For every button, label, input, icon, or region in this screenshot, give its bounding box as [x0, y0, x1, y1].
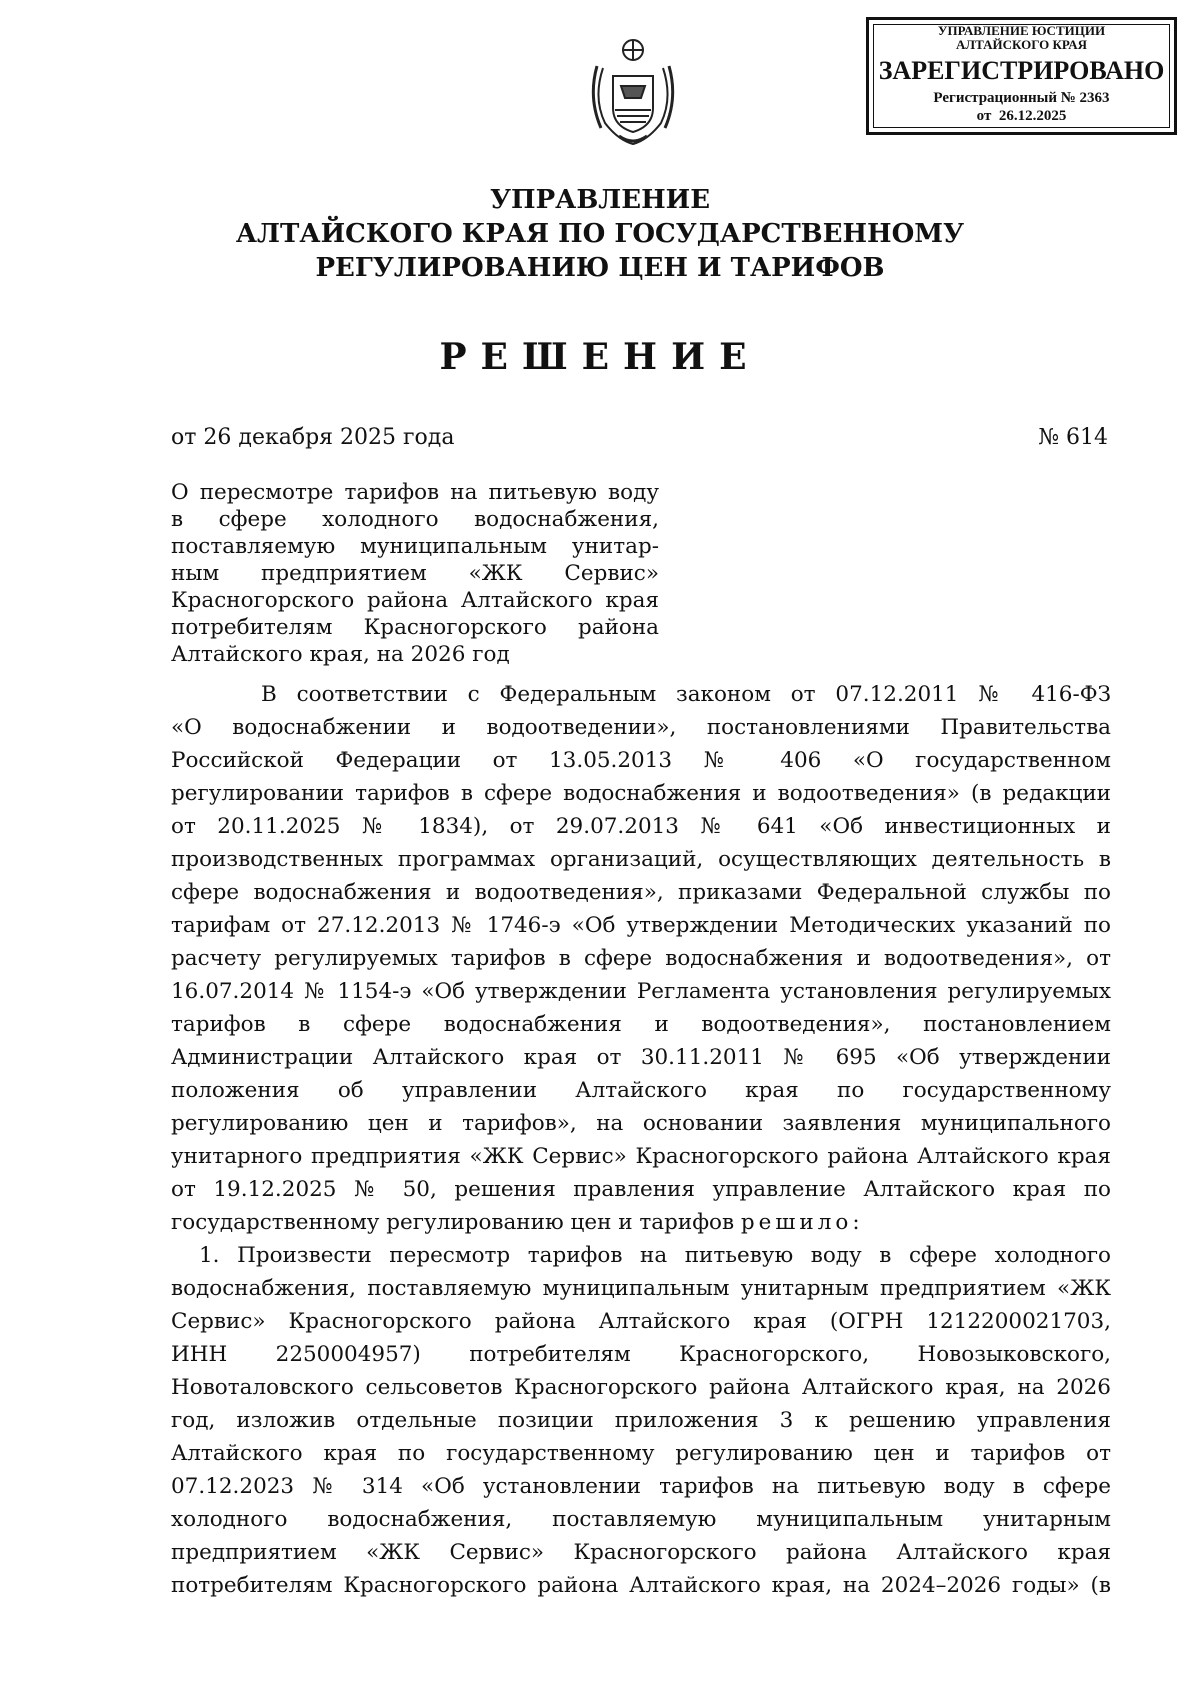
body-last-text: государственному регулированию цен и тарифов — [171, 1210, 741, 1235]
item1-line: потребителям Красногорского района Алтайского края, на 2024–2026 годы» (в — [171, 1573, 1111, 1598]
item1-line: 07.12.2023 № 314 «Об установлении тарифов на питьевую воду в сфере — [171, 1474, 1111, 1499]
body-line: В соответствии с Федеральным законом от 07.12.2011 № 416-ФЗ — [261, 682, 1111, 707]
body-line: Администрации Алтайского края от 30.11.2011 № 695 «Об утверждении — [171, 1045, 1111, 1070]
subject-line: в сфере холодного водоснабжения, — [171, 507, 659, 532]
body-line: 16.07.2014 № 1154-э «Об утверждении Регламента установления регулируемых — [171, 979, 1111, 1004]
registration-stamp — [866, 17, 1177, 135]
stamp-agency-line1: УПРАВЛЕНИЕ ЮСТИЦИИ — [937, 23, 1106, 38]
subject-line: поставляемую муниципальным унитар- — [171, 534, 659, 559]
body-line: регулировании тарифов в сфере водоснабжения и водоотведения» (в редакции — [171, 781, 1111, 806]
item1-line: 1. Произвести пересмотр тарифов на питьевую воду в сфере холодного — [199, 1243, 1111, 1268]
stamp-reg-number: Регистрационный № 2363 — [933, 90, 1110, 106]
body-line: Российской Федерации от 13.05.2013 № 406 «О государственном — [171, 748, 1111, 773]
stamp-reg-date: от 26.12.2025 — [976, 108, 1067, 124]
item1-line: Алтайского края по государственному регулированию цен и тарифов от — [171, 1441, 1111, 1466]
body-line: унитарного предприятия «ЖК Сервис» Красногорского района Алтайского края — [171, 1144, 1111, 1169]
resolved-word: решило: — [740, 1210, 864, 1235]
body-line: тарифам от 27.12.2013 № 1746-э «Об утверждении Методических указаний по — [171, 913, 1111, 938]
item1-line: предприятием «ЖК Сервис» Красногорского района Алтайского края — [171, 1540, 1111, 1565]
agency-header — [0, 183, 1200, 285]
body-line: «О водоснабжении и водоотведении», постановлениями Правительства — [171, 715, 1111, 740]
body-line: от 19.12.2025 № 50, решения правления управление Алтайского края по — [171, 1177, 1111, 1202]
document-subject — [171, 479, 659, 668]
body-line: положения об управлении Алтайского края по государственному — [171, 1078, 1111, 1103]
subject-line: Красногорского района Алтайского края — [171, 588, 659, 613]
subject-line: потребителям Красногорского района — [171, 615, 659, 640]
body-line: расчету регулируемых тарифов в сфере водоснабжения и водоотведения», от — [171, 946, 1111, 971]
header-line: УПРАВЛЕНИЕ — [489, 185, 711, 215]
body-line: производственных программах организаций, осуществляющих деятельность в — [171, 847, 1111, 872]
coat-of-arms-emblem — [583, 28, 683, 148]
stamp-status: ЗАРЕГИСТРИРОВАНО — [878, 56, 1165, 85]
item1-line: год, изложив отдельные позиции приложения 3 к решению управления — [171, 1408, 1111, 1433]
stamp-agency-line2: АЛТАЙСКОГО КРАЯ — [956, 37, 1087, 52]
document-number: № 614 — [1038, 425, 1108, 450]
document-date: от 26 декабря 2025 года — [171, 425, 455, 450]
body-line: регулированию цен и тарифов», на основании заявления муниципального — [171, 1111, 1111, 1136]
body-line-resolution — [171, 1206, 1111, 1239]
item1-line: Новоталовского сельсоветов Красногорского района Алтайского края, на 2026 — [171, 1375, 1111, 1400]
subject-line: ным предприятием «ЖК Сервис» — [171, 561, 659, 586]
document-body — [171, 678, 1111, 1602]
body-line: от 20.11.2025 № 1834), от 29.07.2013 № 641 «Об инвестиционных и — [171, 814, 1111, 839]
item1-line: ИНН 2250004957) потребителям Красногорского, Новозыковского, — [171, 1342, 1111, 1367]
body-line: тарифов в сфере водоснабжения и водоотведения», постановлением — [171, 1012, 1111, 1037]
item1-line: водоснабжения, поставляемую муниципальным унитарным предприятием «ЖК — [171, 1276, 1111, 1301]
subject-line: О пересмотре тарифов на питьевую воду — [171, 480, 659, 505]
item1-line: холодного водоснабжения, поставляемую муниципальным унитарным — [171, 1507, 1111, 1532]
body-line: сфере водоснабжения и водоотведения», приказами Федеральной службы по — [171, 880, 1111, 905]
header-line: АЛТАЙСКОГО КРАЯ ПО ГОСУДАРСТВЕННОМУ — [235, 219, 965, 249]
subject-line: Алтайского края, на 2026 год — [171, 642, 510, 667]
header-line: РЕГУЛИРОВАНИЮ ЦЕН И ТАРИФОВ — [315, 253, 885, 283]
item1-line: Сервис» Красногорского района Алтайского края (ОГРН 1212200021703, — [171, 1309, 1111, 1334]
document-title: РЕШЕНИЕ — [439, 336, 761, 378]
